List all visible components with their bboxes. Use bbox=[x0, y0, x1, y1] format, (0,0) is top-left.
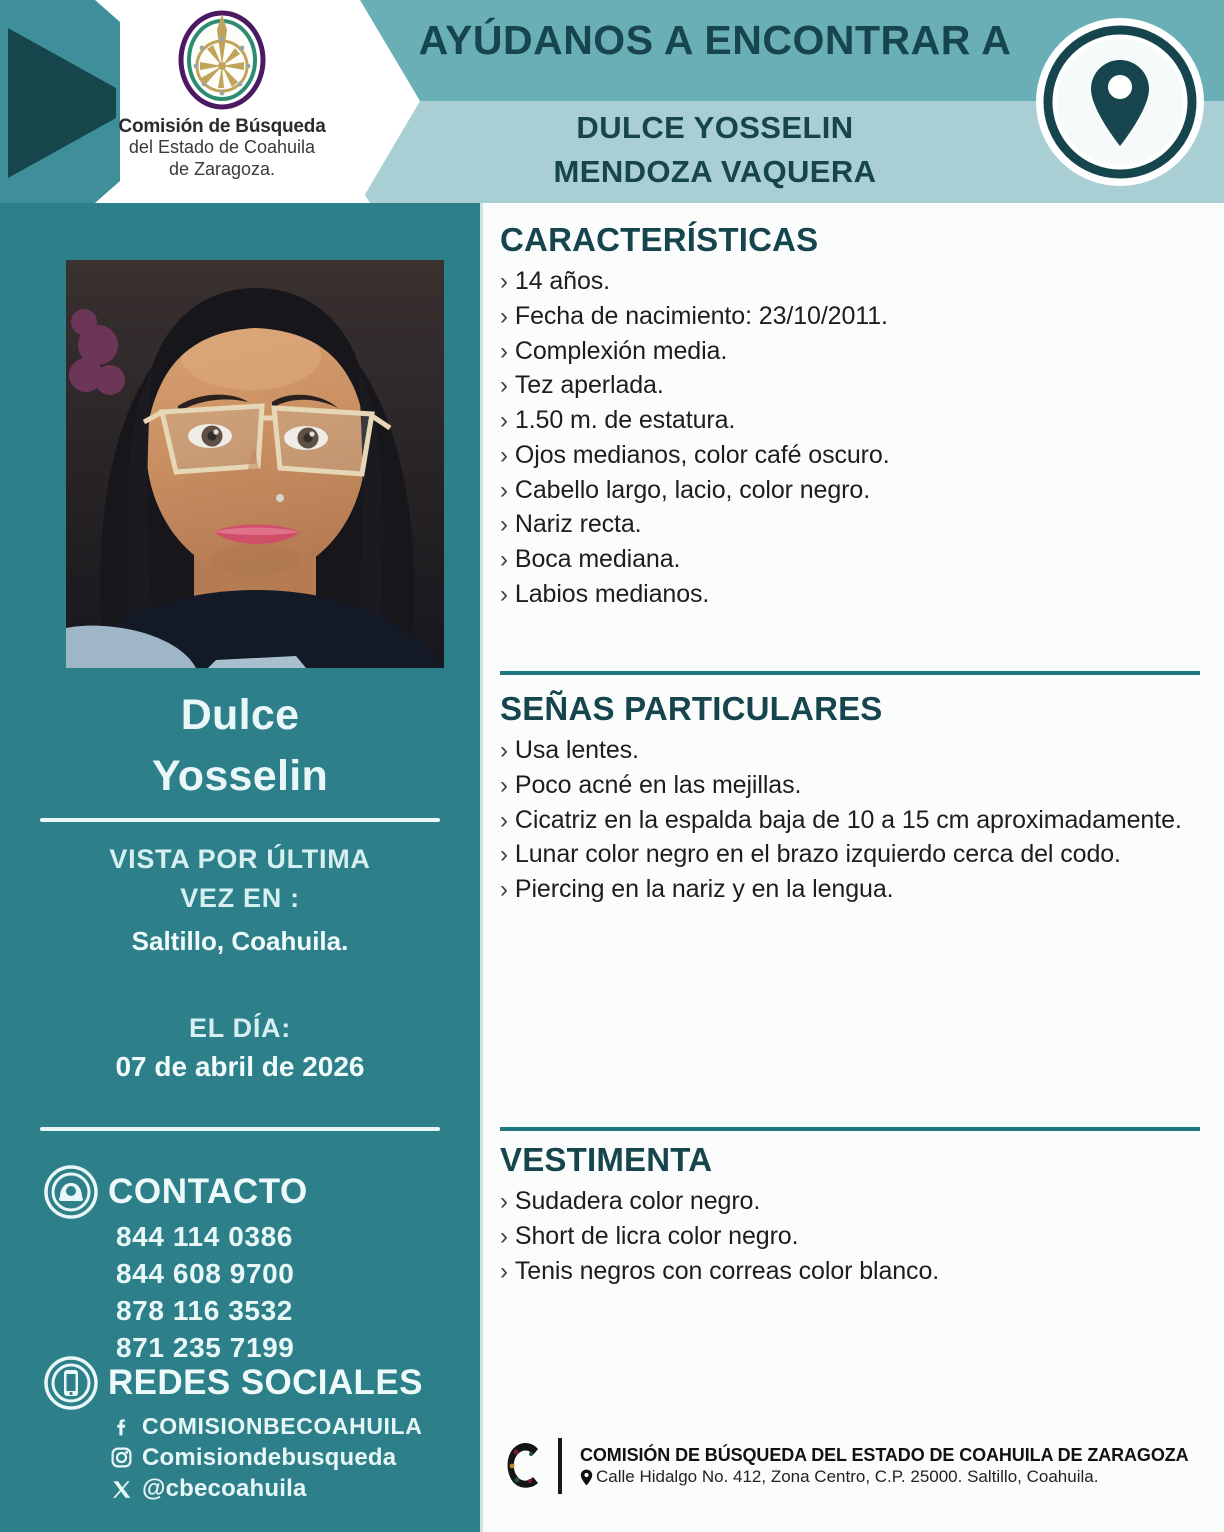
missing-person-name-header bbox=[370, 106, 1060, 194]
phone-circle-icon bbox=[44, 1165, 98, 1219]
map-pin-icon bbox=[580, 1469, 593, 1486]
list-item: › Tenis negros con correas color blanco. bbox=[500, 1254, 1206, 1289]
list-item: › Lunar color negro en el brazo izquierdo cerca del codo. bbox=[500, 837, 1206, 872]
last-seen-day-label: EL DÍA: bbox=[189, 1013, 291, 1043]
poster-body bbox=[0, 203, 1224, 1532]
x-handle: @cbecoahuila bbox=[142, 1475, 307, 1503]
logo-text-line3: de Zaragoza. bbox=[168, 158, 276, 179]
vestimenta-list bbox=[500, 1184, 1206, 1288]
last-seen-place: Saltillo, Coahuila. bbox=[131, 926, 349, 956]
person-photo bbox=[66, 260, 444, 668]
poster-headline: AYÚDANOS A ENCONTRAR A bbox=[418, 17, 1012, 63]
main-left-edge-line bbox=[480, 203, 483, 1532]
caracteristicas-list bbox=[500, 264, 1206, 612]
senas-title: SEÑAS PARTICULARES bbox=[500, 690, 883, 727]
sidebar-person-name bbox=[0, 685, 480, 808]
institution-logo-block bbox=[92, 8, 352, 180]
list-item: › Fecha de nacimiento: 23/10/2011. bbox=[500, 299, 1206, 334]
section-divider-2 bbox=[500, 1127, 1200, 1131]
sidebar-divider-bottom bbox=[40, 1127, 440, 1131]
social-header bbox=[44, 1356, 474, 1410]
phone-number[interactable]: 844 608 9700 bbox=[116, 1257, 295, 1289]
poster-main-content bbox=[480, 203, 1224, 1532]
footer-address-text: Calle Hidalgo No. 412, Zona Centro, C.P. 25000. Saltillo, Coahuila. bbox=[596, 1467, 1099, 1486]
section-senas-particulares bbox=[500, 690, 1206, 907]
section-caracteristicas bbox=[500, 221, 1206, 612]
person-name-line1: DULCE YOSSELIN bbox=[576, 110, 854, 145]
smartphone-circle-icon bbox=[44, 1356, 98, 1410]
comision-c-logo-icon bbox=[500, 1437, 546, 1495]
last-seen-label bbox=[0, 840, 480, 918]
list-item: › Complexión media. bbox=[500, 334, 1206, 369]
section-vestimenta bbox=[500, 1141, 1206, 1288]
person-photo-illustration bbox=[66, 260, 444, 668]
social-account-x[interactable] bbox=[110, 1474, 474, 1504]
list-item: › Boca mediana. bbox=[500, 542, 1206, 577]
list-item: › Poco acné en las mejillas. bbox=[500, 768, 1206, 803]
sidebar-name-line1: Dulce bbox=[180, 691, 300, 739]
social-media-section bbox=[44, 1356, 474, 1506]
list-item: › 14 años. bbox=[500, 264, 1206, 299]
poster-header bbox=[0, 0, 1224, 203]
social-account-instagram[interactable] bbox=[110, 1443, 474, 1473]
instagram-icon bbox=[110, 1446, 133, 1469]
logo-text-line2: del Estado de Coahuila bbox=[128, 137, 316, 158]
section-divider-1 bbox=[500, 671, 1200, 675]
footer-text-block bbox=[574, 1445, 1189, 1487]
list-item: › 1.50 m. de estatura. bbox=[500, 403, 1206, 438]
last-seen-label-line1: VISTA POR ÚLTIMA bbox=[109, 844, 371, 874]
logo-text-line1: Comisión de Búsqueda bbox=[118, 116, 326, 137]
social-account-list bbox=[44, 1412, 474, 1504]
sidebar-divider-top bbox=[40, 818, 440, 822]
comision-emblem-icon bbox=[174, 8, 270, 112]
caracteristicas-title: CARACTERÍSTICAS bbox=[500, 221, 819, 258]
facebook-handle: COMISIONBECOAHUILA bbox=[142, 1413, 423, 1439]
footer-organization: COMISIÓN DE BÚSQUEDA DEL ESTADO DE COAHUILA DE ZARAGOZA bbox=[580, 1445, 1189, 1465]
facebook-icon bbox=[110, 1415, 133, 1438]
list-item: › Ojos medianos, color café oscuro. bbox=[500, 438, 1206, 473]
vestimenta-title: VESTIMENTA bbox=[500, 1141, 713, 1178]
list-item: › Short de licra color negro. bbox=[500, 1219, 1206, 1254]
social-title: REDES SOCIALES bbox=[108, 1363, 423, 1402]
list-item: › Cabello largo, lacio, color negro. bbox=[500, 473, 1206, 508]
location-pin-icon bbox=[1034, 16, 1206, 188]
x-twitter-icon bbox=[110, 1478, 133, 1501]
poster-footer bbox=[500, 1437, 1200, 1495]
list-item: › Nariz recta. bbox=[500, 507, 1206, 542]
list-item: › Cicatriz en la espalda baja de 10 a 15 cm aproximadamente. bbox=[500, 803, 1206, 838]
last-seen-label-line2: VEZ EN : bbox=[180, 882, 300, 913]
instagram-handle: Comisiondebusqueda bbox=[142, 1443, 397, 1471]
person-name-line2: MENDOZA VAQUERA bbox=[553, 154, 877, 190]
footer-divider-bar bbox=[558, 1438, 562, 1494]
list-item: › Labios medianos. bbox=[500, 577, 1206, 612]
list-item: › Piercing en la nariz y en la lengua. bbox=[500, 872, 1206, 907]
senas-list bbox=[500, 733, 1206, 907]
contact-title: CONTACTO bbox=[108, 1172, 308, 1211]
contact-phone-list[interactable] bbox=[44, 1219, 464, 1367]
list-item: › Sudadera color negro. bbox=[500, 1184, 1206, 1219]
contact-section bbox=[44, 1165, 464, 1367]
phone-number[interactable]: 871 235 7199 bbox=[116, 1331, 295, 1363]
social-account-facebook[interactable] bbox=[110, 1412, 474, 1441]
contact-header bbox=[44, 1165, 464, 1219]
list-item: › Tez aperlada. bbox=[500, 368, 1206, 403]
sidebar-name-line2: Yosselin bbox=[151, 752, 329, 801]
last-seen-day-value: 07 de abril de 2026 bbox=[115, 1051, 365, 1082]
poster-sidebar bbox=[0, 203, 480, 1532]
list-item: › Usa lentes. bbox=[500, 733, 1206, 768]
footer-address-row bbox=[580, 1467, 1189, 1487]
phone-number[interactable]: 878 116 3532 bbox=[116, 1294, 293, 1326]
phone-number[interactable]: 844 114 0386 bbox=[116, 1221, 293, 1252]
